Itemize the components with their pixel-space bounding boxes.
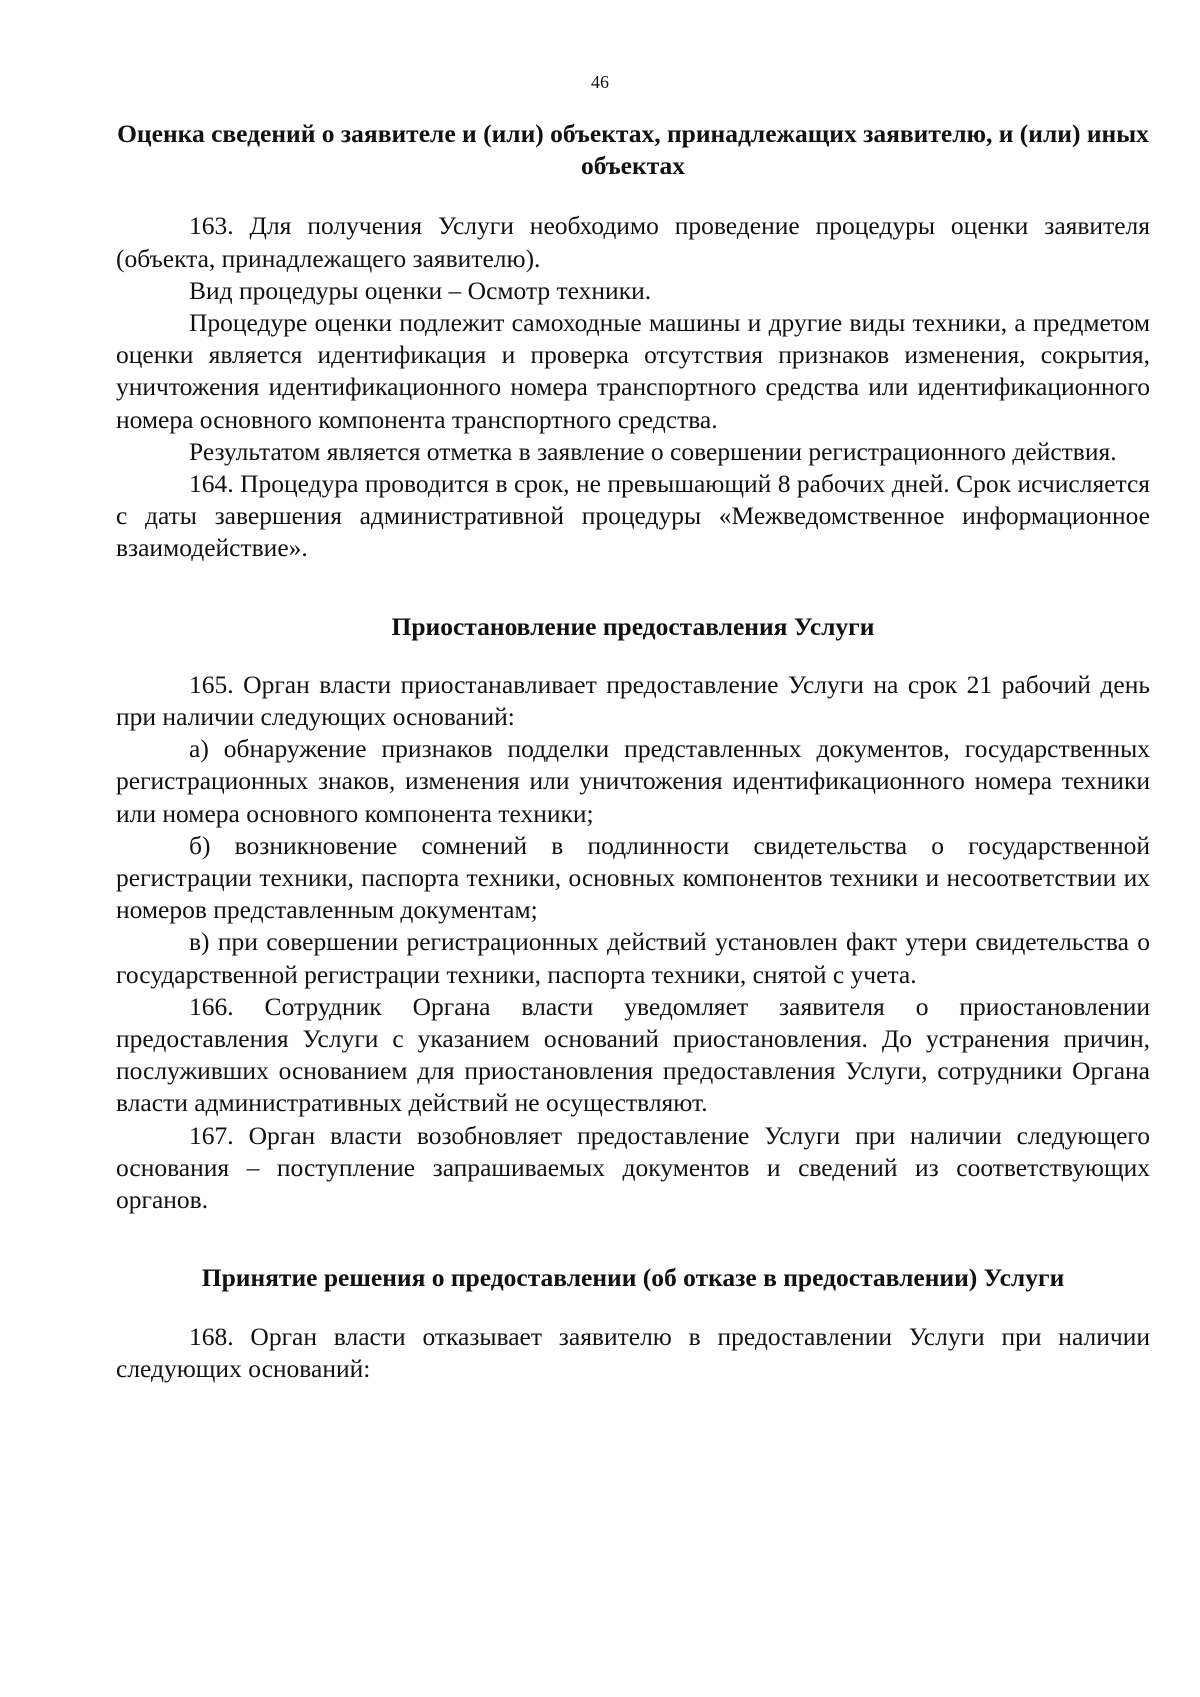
paragraph-164: 164. Процедура проводится в срок, не превышающий 8 рабочих дней. Срок исчисляется с даты завершения административной процедуры «Межведомственное информационное взаимодействие». xyxy=(116,469,1150,563)
paragraph-assessment-type: Вид процедуры оценки – Осмотр техники. xyxy=(189,275,652,305)
paragraph-163: 163. Для получения Услуги необходимо проведение процедуры оценки заявителя (объекта, принадлежащего заявителю). xyxy=(116,211,1150,273)
paragraph-assessment-subject: Процедуре оценки подлежит самоходные машины и другие виды техники, а предметом оценки является идентификация и проверка отсутствия признаков изменения, сокрытия, уничтожения идентификационного номера транспортного средства или идентификационного номера основного компонента транспортного средства. xyxy=(116,308,1150,434)
section-decision xyxy=(116,1262,1150,1385)
paragraph-166: 166. Сотрудник Органа власти уведомляет заявителя о приостановлении предоставления Услуги с указанием оснований приостановления. До устранения причин, послуживших основанием для приостановления предоставления Услуги, сотрудники Органа власти административных действий не осуществляют. xyxy=(116,991,1150,1118)
paragraph-167: 167. Орган власти возобновляет предоставление Услуги при наличии следующего основания – поступление запрашиваемых документов и сведений из соответствующих органов. xyxy=(116,1120,1150,1215)
paragraph-assessment-result: Результатом является отметка в заявление о совершении регистрационного действия. xyxy=(189,436,1117,466)
list-item-v: в) при совершении регистрационных действий установлен факт утери свидетельства о государственной регистрации техники, паспорта техники, снятой с учета. xyxy=(116,927,1150,989)
paragraph-168: 168. Орган власти отказывает заявителю в предоставлении Услуги при наличии следующих оснований: xyxy=(116,1321,1150,1383)
list-item-a: а) обнаружение признаков подделки представленных документов, государственных регистрационных знаков, изменения или уничтожения идентификационного номера техники или номера основного компонента техники; xyxy=(116,734,1150,828)
section-suspension xyxy=(116,611,1150,1217)
section-assessment xyxy=(116,118,1150,565)
document-body xyxy=(116,118,1150,1385)
paragraph-165: 165. Орган власти приостанавливает предоставление Услуги на срок 21 рабочий день при наличии следующих оснований: xyxy=(116,669,1150,732)
section-heading-decision: Принятие решения о предоставлении (об отказе в предоставлении) Услуги xyxy=(201,1263,1065,1293)
list-item-b: б) возникновение сомнений в подлинности свидетельства о государственной регистрации техники, паспорта техники, основных компонентов техники и несоответствии их номеров представленным документам; xyxy=(116,830,1150,925)
page-number: 46 xyxy=(591,72,609,92)
section-heading-assessment: Оценка сведений о заявителе и (или) объектах, принадлежащих заявителю, и (или) иных объектах xyxy=(117,119,1149,181)
section-heading-suspension: Приостановление предоставления Услуги xyxy=(391,611,875,641)
